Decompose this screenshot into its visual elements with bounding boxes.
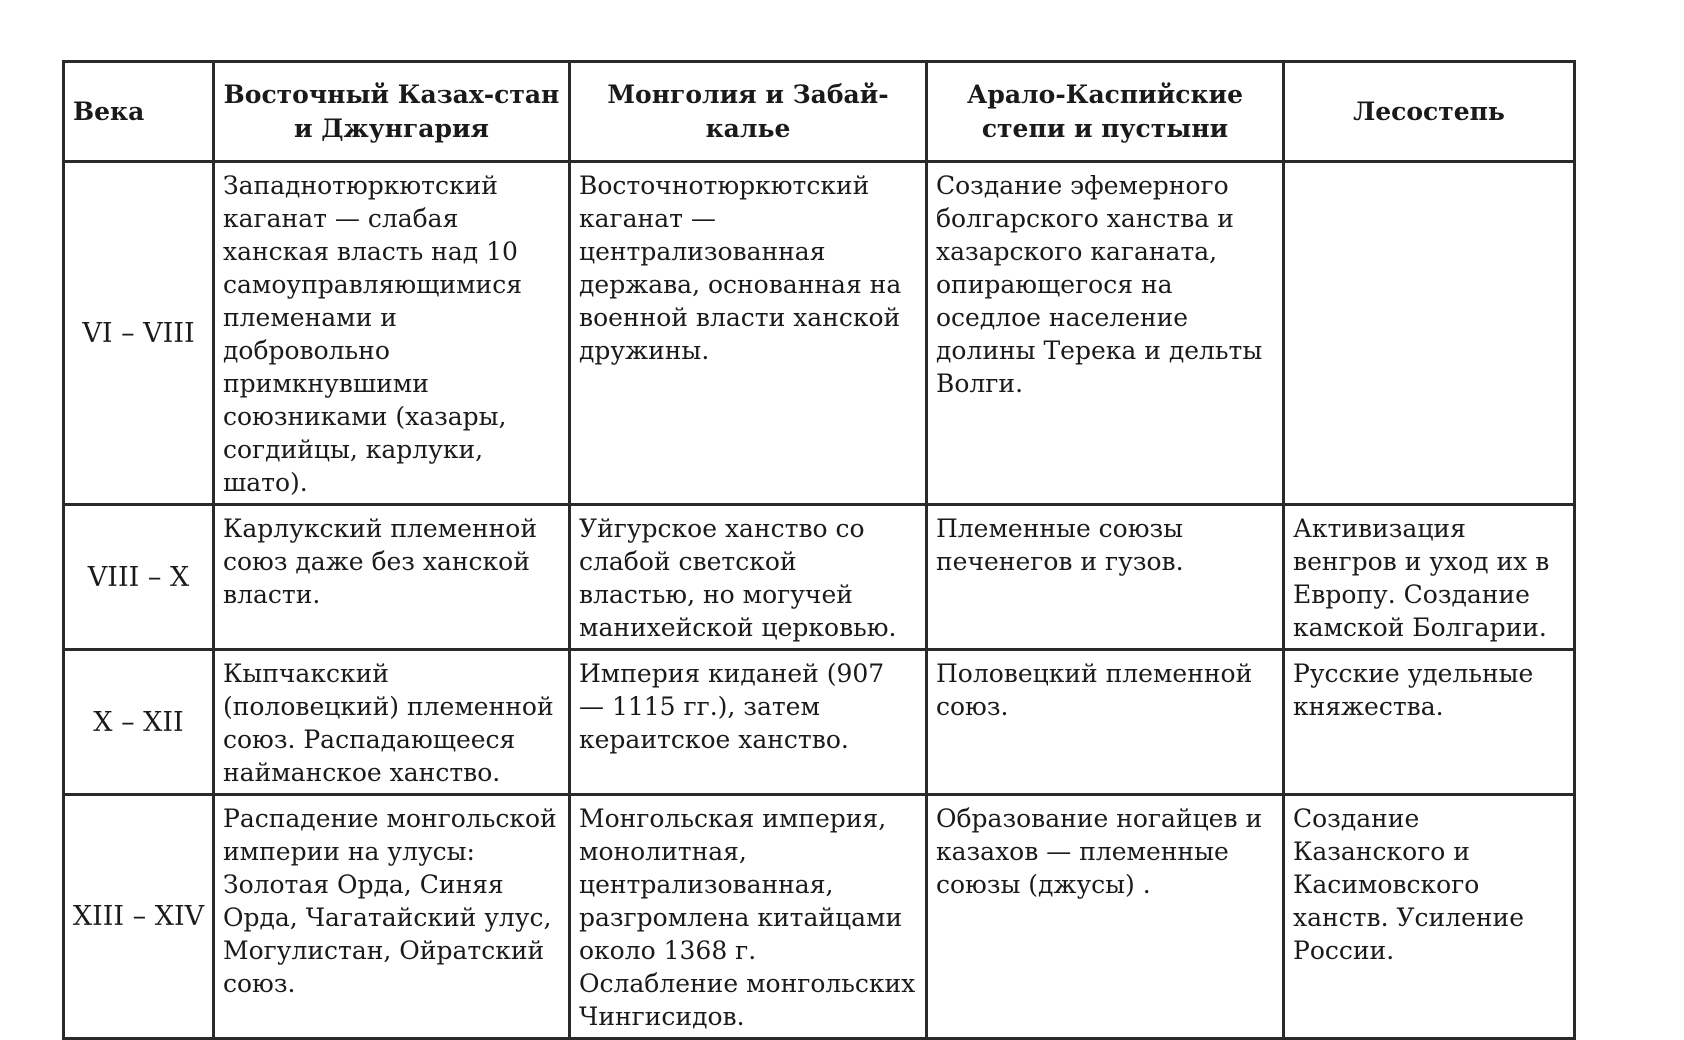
table-cell: Племенные союзы печенегов и гузов.: [927, 505, 1284, 650]
header-forest-steppe: Лесостепь: [1284, 62, 1575, 162]
table-cell: Образование ногайцев и казахов — племенные союзы (джусы) .: [927, 795, 1284, 1039]
header-mongolia: Монголия и Забай-калье: [570, 62, 927, 162]
table-cell: Создание Казанского и Касимовского ханств. Усиление России.: [1284, 795, 1575, 1039]
table-cell: Карлукский племенной союз даже без ханской власти.: [214, 505, 570, 650]
century-cell: X – XII: [64, 650, 214, 795]
header-century: Века: [64, 62, 214, 162]
header-row: [64, 62, 1575, 162]
table-row: [64, 162, 1575, 505]
table-cell: Монгольская империя, монолитная, централизованная, разгромлена китайцами около 1368 г. Ослабление монгольских Чингисидов.: [570, 795, 927, 1039]
header-east-kazakhstan: Восточный Казах-стан и Джунгария: [214, 62, 570, 162]
table-cell: Уйгурское ханство со слабой светской властью, но могучей манихейской церковью.: [570, 505, 927, 650]
table-cell: Распадение монгольской империи на улусы: Золотая Орда, Синяя Орда, Чагатайский улус, Могулистан, Ойратский союз.: [214, 795, 570, 1039]
table-row: [64, 650, 1575, 795]
table-row: [64, 795, 1575, 1039]
table-cell: Кыпчакский (половецкий) племенной союз. Распадающееся найманское ханство.: [214, 650, 570, 795]
table-cell: Активизация венгров и уход их в Европу. Создание камской Болгарии.: [1284, 505, 1575, 650]
century-cell: VI – VIII: [64, 162, 214, 505]
header-aral-caspian: Арало-Каспийские степи и пустыни: [927, 62, 1284, 162]
table-cell: Восточнотюркютский каганат — централизованная держава, основанная на военной власти ханской дружины.: [570, 162, 927, 505]
table-row: [64, 505, 1575, 650]
table-cell: Половецкий племенной союз.: [927, 650, 1284, 795]
history-table: [62, 60, 1576, 1040]
table-cell: [1284, 162, 1575, 505]
table-cell: Создание эфемерного болгарского ханства и хазарского каганата, опирающегося на оседлое население долины Терека и дельты Волги.: [927, 162, 1284, 505]
table-cell: Империя киданей (907 — 1115 гг.), затем кераитское ханство.: [570, 650, 927, 795]
table-cell: Западнотюркютский каганат — слабая ханская власть над 10 самоуправляющимися племенами и добровольно примкнувшими союзниками (хазары, согдийцы, карлуки, шато).: [214, 162, 570, 505]
century-cell: XIII – XIV: [64, 795, 214, 1039]
century-cell: VIII – X: [64, 505, 214, 650]
table-cell: Русские удельные княжества.: [1284, 650, 1575, 795]
